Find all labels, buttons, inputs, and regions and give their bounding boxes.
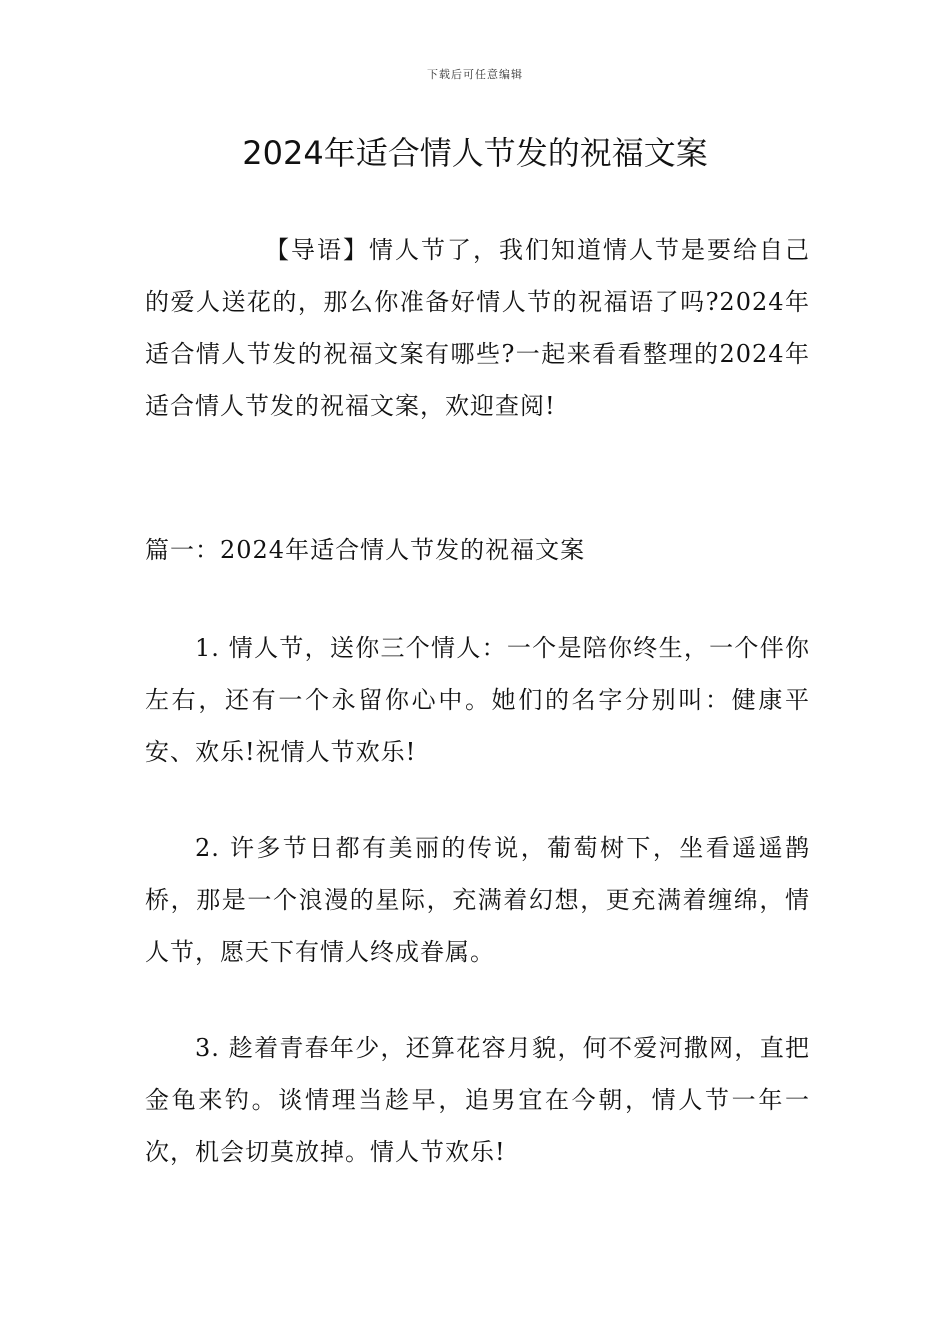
document-title: 2024年适合情人节发的祝福文案 (242, 134, 708, 172)
list-item: 1. 情人节，送你三个情人：一个是陪你终生，一个伴你左右，还有一个永留你心中。她们的名字分别叫：健康平安、欢乐!祝情人节欢乐! (145, 634, 810, 766)
intro-paragraph: 【导语】情人节了，我们知道情人节是要给自己的爱人送花的，那么你准备好情人节的祝福语了吗?2024年适合情人节发的祝福文案有哪些?一起来看看整理的2024年适合情人节发的祝福文案，欢迎查阅! (145, 236, 810, 420)
section-heading: 篇一：2024年适合情人节发的祝福文案 (145, 536, 586, 564)
list-item: 2. 许多节日都有美丽的传说，葡萄树下，坐看遥遥鹊桥，那是一个浪漫的星际，充满着幻想，更充满着缠绵，情人节，愿天下有情人终成眷属。 (145, 834, 810, 966)
header-note: 下载后可任意编辑 (427, 68, 523, 81)
list-item: 3. 趁着青春年少，还算花容月貌，何不爱河撒网，直把金龟来钓。谈情理当趁早，追男宜在今朝，情人节一年一次，机会切莫放掉。情人节欢乐! (145, 1034, 810, 1166)
